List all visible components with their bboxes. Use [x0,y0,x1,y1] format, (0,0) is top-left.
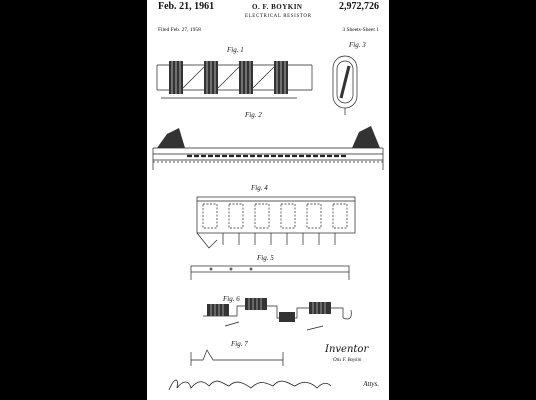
fig2-drawing [153,126,383,170]
fig4-label: Fig. 4 [251,184,268,192]
fig1-label: Fig. 1 [227,46,244,54]
sheet-number: 3 Sheets-Sheet 1 [342,27,379,33]
inventor-header: O. F. BOYKIN [252,3,303,11]
patent-date: Feb. 21, 1961 [158,1,215,12]
patent-sheet [147,0,389,400]
patent-number: 2,972,726 [339,1,379,12]
fig2-label: Fig. 2 [245,111,262,119]
fig7-label: Fig. 7 [231,340,248,348]
fig5-label: Fig. 5 [257,254,274,262]
fig1-drawing [157,61,312,98]
fig6-label: Fig. 6 [223,295,240,303]
filed-date: Filed Feb. 27, 1958 [158,27,201,33]
fig4-drawing [197,197,355,248]
inventor-name: Otis F. Boykin [333,358,362,363]
attorneys-label: Attys. [363,380,379,388]
fig5-drawing [191,266,349,280]
patent-drawings [147,0,389,400]
attorney-signature [165,374,375,396]
fig3-drawing [333,56,357,115]
inventor-label: Inventor [325,344,369,355]
fig3-label: Fig. 3 [349,41,366,49]
patent-subtitle: ELECTRICAL RESISTOR [245,14,312,19]
fig7-drawing [191,350,283,366]
